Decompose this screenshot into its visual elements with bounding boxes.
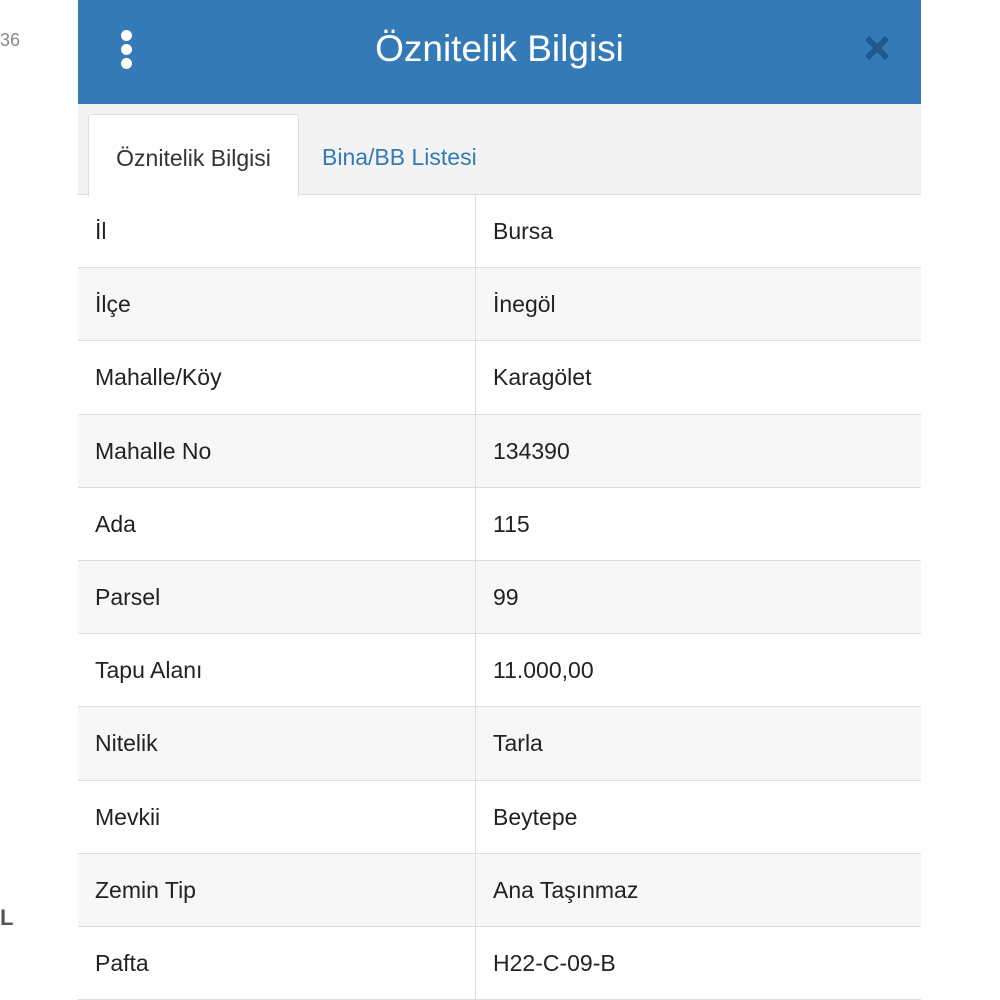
table-row <box>78 561 921 634</box>
table-row <box>78 195 921 268</box>
row-label: Ada <box>78 488 476 560</box>
table-row <box>78 707 921 780</box>
attribute-table <box>78 195 921 1000</box>
row-label: Mahalle/Köy <box>78 341 476 413</box>
close-icon[interactable] <box>859 30 895 66</box>
tab-bar <box>78 104 921 195</box>
row-value: Ana Taşınmaz <box>493 876 639 903</box>
attribute-info-dialog <box>78 0 921 1000</box>
table-row <box>78 927 921 1000</box>
background-text: 36 <box>0 30 21 50</box>
row-label: İlçe <box>78 268 476 340</box>
row-value: Tarla <box>493 730 543 757</box>
row-value: 134390 <box>493 437 570 464</box>
row-label: İl <box>78 195 476 267</box>
row-value: Karagölet <box>493 364 592 391</box>
background-mark: L <box>0 905 14 930</box>
row-value: 11.000,00 <box>493 657 594 684</box>
row-value: İnegöl <box>493 291 556 318</box>
row-label: Pafta <box>78 927 476 999</box>
row-value: Bursa <box>493 218 554 244</box>
row-value: 115 <box>493 510 530 537</box>
tab-building-list[interactable]: Bina/BB Listesi <box>322 144 477 170</box>
row-label: Mahalle No <box>78 415 476 487</box>
table-row <box>78 268 921 341</box>
table-row <box>78 415 921 488</box>
dialog-header <box>78 0 921 104</box>
dialog-title: Öznitelik Bilgisi <box>375 28 624 69</box>
row-label: Tapu Alanı <box>78 634 476 706</box>
tab-attribute-info[interactable]: Öznitelik Bilgisi <box>88 114 299 197</box>
table-row <box>78 854 921 927</box>
table-row <box>78 781 921 854</box>
row-label: Parsel <box>78 561 476 633</box>
row-value: 99 <box>493 583 519 610</box>
table-row <box>78 488 921 561</box>
row-label: Mevkii <box>78 781 476 853</box>
table-row <box>78 341 921 414</box>
row-value: Beytepe <box>493 803 578 830</box>
row-label: Zemin Tip <box>78 854 476 926</box>
row-value: H22-C-09-B <box>493 949 616 976</box>
row-label: Nitelik <box>78 707 476 779</box>
table-row <box>78 634 921 707</box>
